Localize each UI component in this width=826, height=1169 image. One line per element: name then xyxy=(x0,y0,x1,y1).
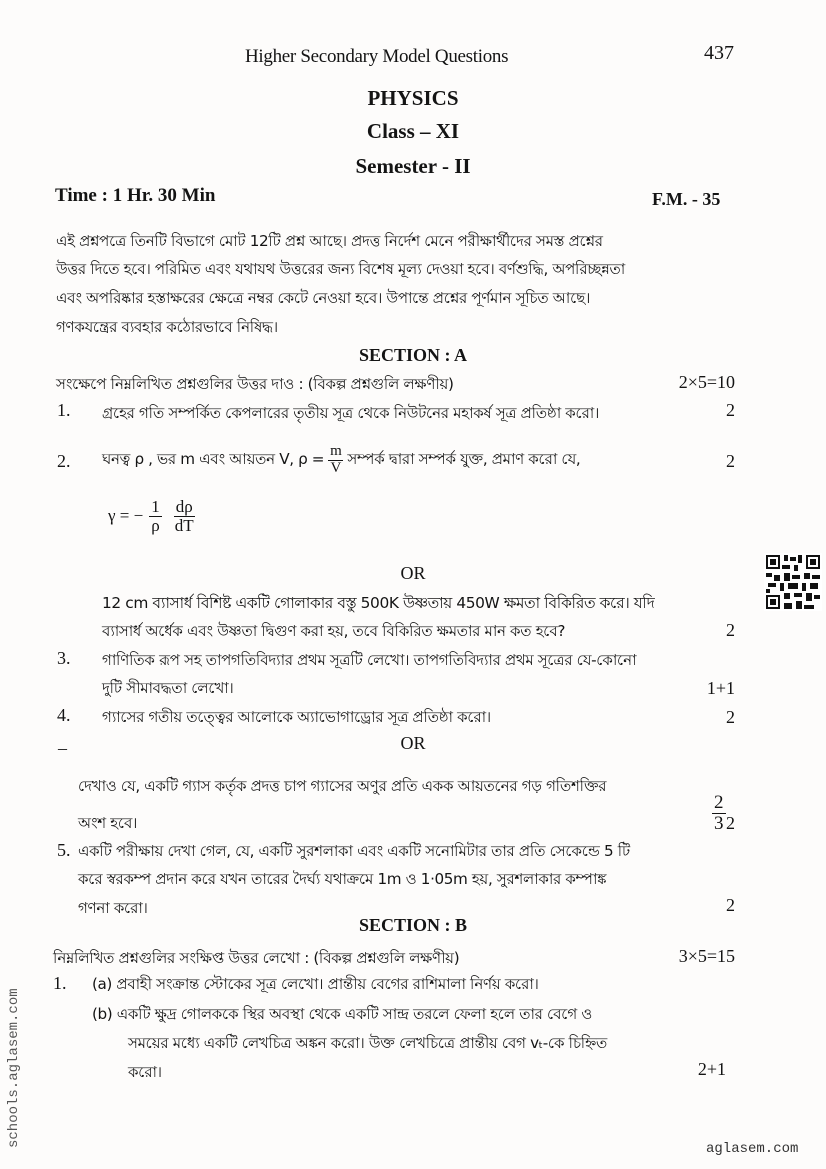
question-text-part: ঘনত্ব ρ , ভর m এবং আয়তন V, ρ = xyxy=(102,449,325,468)
question-marks: 2 xyxy=(726,813,735,833)
question-part-b: (b) একটি ক্ষুদ্র গোলককে স্থির অবস্থা থেকে একটি সান্দ্র তরলে ফেলা হলে তার বেগে ও xyxy=(92,1005,593,1023)
fraction-numerator: 1 xyxy=(151,497,160,516)
instruction-line: গণকযন্ত্রের ব্যবহার কঠোরভাবে নিষিদ্ধ। xyxy=(56,318,278,336)
question-number: 5. xyxy=(57,840,71,860)
section-a-instruction: সংক্ষেপে নিম্নলিখিত প্রশ্নগুলির উত্তর দাও : (বিকল্প প্রশ্নগুলি লক্ষণীয়) xyxy=(56,375,454,393)
subject-title: PHYSICS xyxy=(367,86,459,110)
question-alt-text: 12 cm ব্যাসার্ধ বিশিষ্ট একটি গোলাকার বস্তু 500K উষ্ণতায় 450W ক্ষমতা বিকিরিত করে। যদি xyxy=(102,594,655,612)
formula-gamma xyxy=(108,498,195,535)
question-text: গাণিতিক রূপ সহ তাপগতিবিদ্যার প্রথম সূত্রটি লেখো। তাপগতিবিদ্যার প্রথম সূত্রের যে-কোনো xyxy=(102,651,637,669)
question-alt-text: দেখাও যে, একটি গ্যাস কর্তৃক প্রদত্ত চাপ গ্যাসের অণুর প্রতি একক আয়তনের গড় গতিশক্তির xyxy=(78,777,607,795)
section-b-marks-scheme: 3×5=15 xyxy=(678,946,735,966)
dash-mark: – xyxy=(58,738,67,758)
question-text: গ্রহের গতি সম্পর্কিত কেপলারের তৃতীয় সূত্র থেকে নিউটনের মহাকর্ষ সূত্র প্রতিষ্ঠা করো। xyxy=(102,404,599,422)
fraction-numerator: m xyxy=(330,443,342,459)
question-text: একটি পরীক্ষায় দেখা গেল, যে, একটি সুরশলাকা এবং একটি সনোমিটার তার প্রতি সেকেন্ডে 5 টি xyxy=(78,842,630,860)
question-marks: 2 xyxy=(726,400,735,420)
full-marks: F.M. - 35 xyxy=(652,189,721,209)
question-marks: 2+1 xyxy=(697,1059,726,1079)
question-text: দুটি সীমাবদ্ধতা লেখো। xyxy=(102,679,234,697)
semester-title: Semester - II xyxy=(355,154,471,178)
question-alt-text: অংশ হবে। xyxy=(78,814,138,832)
fraction-denominator: dT xyxy=(174,515,194,535)
fraction-m-over-v xyxy=(328,444,343,477)
fraction-one-over-rho xyxy=(149,498,162,535)
question-part-b: করো। xyxy=(128,1063,162,1081)
question-number: 1. xyxy=(57,400,71,420)
side-watermark: schools.aglasem.com xyxy=(6,988,22,1148)
or-separator: OR xyxy=(400,563,426,583)
class-title: Class – XI xyxy=(366,119,460,143)
bottom-watermark: aglasem.com xyxy=(706,1141,799,1157)
instruction-line: এই প্রশ্নপত্রে তিনটি বিভাগে মোট 12টি প্রশ্ন আছে। প্রদত্ত নির্দেশ মেনে পরীক্ষার্থীদের সমস্ত প্রশ্নের xyxy=(56,232,603,250)
fraction-denominator: ρ xyxy=(151,515,160,535)
qr-code-icon xyxy=(764,553,822,611)
section-b-instruction: নিম্নলিখিত প্রশ্নগুলির সংক্ষিপ্ত উত্তর লেখো : (বিকল্প প্রশ্নগুলি লক্ষণীয়) xyxy=(53,949,460,967)
instruction-line: এবং অপরিষ্কার হস্তাক্ষরের ক্ষেত্রে নম্বর কেটে নেওয়া হবে। উপান্তে প্রশ্নের পূর্ণমান সূচিত আছে। xyxy=(56,289,591,307)
question-marks: 2 xyxy=(726,895,735,915)
question-marks: 2 xyxy=(726,707,735,727)
time-allowed: Time : 1 Hr. 30 Min xyxy=(55,185,216,206)
formula-lhs: γ = − xyxy=(108,506,144,526)
question-text: গণনা করো। xyxy=(78,899,148,917)
question-number: 2. xyxy=(57,451,71,471)
question-text: গ্যাসের গতীয় তত্ত্বের আলোকে অ্যাভোগাড্রোর সূত্র প্রতিষ্ঠা করো। xyxy=(102,708,491,726)
question-part-a: (a) প্রবাহী সংক্রান্ত স্টোকের সূত্র লেখো। প্রান্তীয় বেগের রাশিমালা নির্ণয় করো। xyxy=(92,975,539,993)
section-a-marks-scheme: 2×5=10 xyxy=(678,372,735,392)
page-number: 437 xyxy=(704,42,734,64)
question-text: করে স্বরকম্প প্রদান করে যখন তারের দৈর্ঘ্য যথাক্রমে 1m ও 1·05m হয়, সুরশলাকার কম্পাঙ্ক xyxy=(78,870,607,888)
fraction-numerator: dρ xyxy=(175,497,193,516)
running-title: Higher Secondary Model Questions xyxy=(245,46,509,67)
section-a-heading: SECTION : A xyxy=(358,345,468,365)
question-marks: 2 xyxy=(726,620,735,640)
question-number: 4. xyxy=(57,705,71,725)
fraction-drho-over-dt xyxy=(174,498,195,535)
question-marks: 2 xyxy=(726,451,735,471)
section-b-heading: SECTION : B xyxy=(358,915,468,935)
question-marks: 1+1 xyxy=(706,678,735,698)
or-separator: OR xyxy=(400,733,426,753)
question-number: 3. xyxy=(57,648,71,668)
question-alt-text: ব্যাসার্ধ অর্ধেক এবং উষ্ণতা দ্বিগুণ করা হয়, তবে বিকিরিত ক্ষমতার মান কত হবে? xyxy=(102,622,566,640)
question-text-part: সম্পর্ক দ্বারা সম্পর্ক যুক্ত, প্রমাণ করো যে, xyxy=(347,449,581,468)
question-number: 1. xyxy=(53,973,67,993)
fraction-denominator: V xyxy=(330,459,341,476)
fraction-denominator: 3 xyxy=(714,812,724,834)
question-text xyxy=(102,444,580,477)
question-part-b: সময়ের মধ্যে একটি লেখচিত্র অঙ্কন করো। উক্ত লেখচিত্রে প্রান্তীয় বেগ vₜ-কে চিহ্নিত xyxy=(128,1034,608,1052)
instruction-line: উত্তর দিতে হবে। পরিমিত এবং যথাযথ উত্তরের জন্য বিশেষ মূল্য দেওয়া হবে। বর্ণশুদ্ধি, অপরিচ্ছন্নতা xyxy=(56,260,625,278)
fraction-numerator: 2 xyxy=(714,792,724,813)
